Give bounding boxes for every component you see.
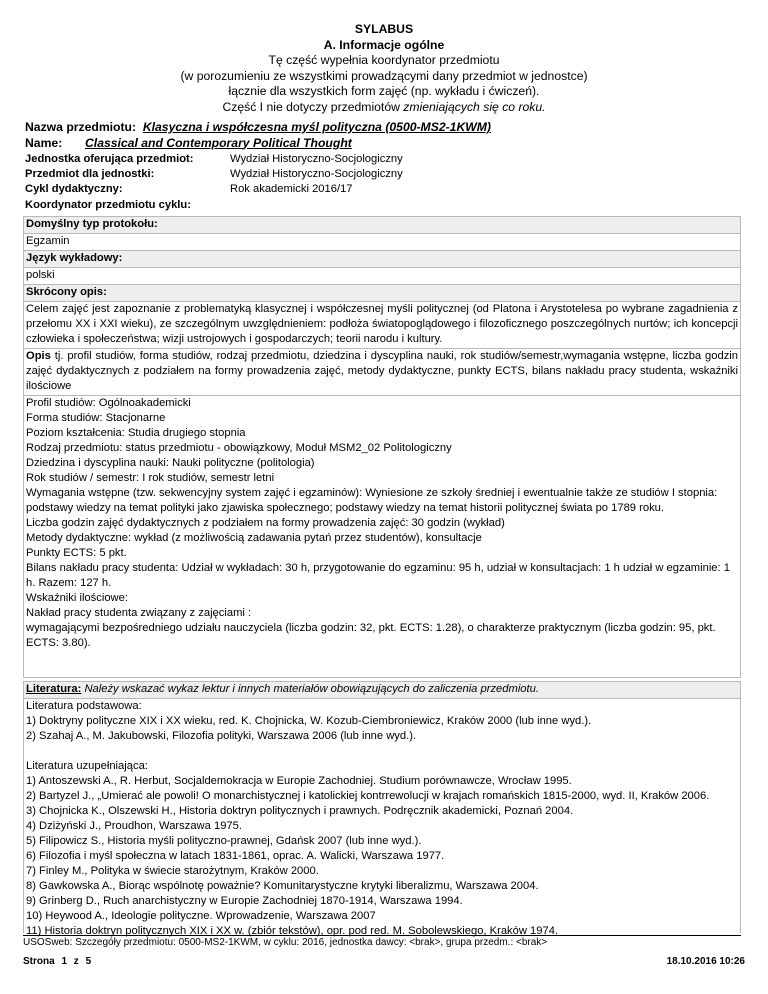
subject-name-en-label: Name: (25, 135, 63, 150)
literature-item: 2) Szahaj A., M. Jakubowski, Filozofia polityki, Warszawa 2006 (lub inne wyd.). (26, 730, 417, 742)
desc-line: Rodzaj przedmiotu: status przedmiotu - obowiązkowy, Moduł MSM2_02 Politologiczny (26, 442, 452, 454)
desc-line: Nakład pracy studenta związany z zajęciami : (26, 607, 252, 619)
subject-name-value: Klasyczna i współczesna myśl polityczna (0500-MS2-1KWM) (142, 120, 491, 134)
header-line-1: Tę część wypełnia koordynator przedmiotu (268, 53, 500, 67)
subject-name-row (25, 120, 491, 136)
desc-line: Liczba godzin zajęć dydaktycznych z podziałem na formy prowadzenia zajęć: 30 godzin (wykład) (26, 517, 505, 529)
language-label: Język wykładowy: (24, 250, 740, 267)
desc-line: Forma studiów: Stacjonarne (26, 412, 166, 424)
protocol-label: Domyślny typ protokołu: (24, 217, 740, 233)
subject-name-label: Nazwa przedmiotu: (25, 120, 137, 134)
meta-row: Cykl dydaktyczny: Rok akademicki 2016/17 (25, 183, 353, 196)
meta-row: Przedmiot dla jednostki: Wydział Historyczno-Socjologiczny (25, 168, 403, 181)
literature-item: 1) Antoszewski A., R. Herbut, Socjaldemokracja w Europie Zachodniej. Studium porównawcze, Wrocław 1995. (26, 775, 572, 787)
subject-meta-table (25, 152, 403, 213)
desc-details (24, 395, 740, 652)
literature-box (23, 681, 741, 937)
subject-name-en-value: Classical and Contemporary Political Thought (85, 135, 352, 150)
desc-line: wymagającymi bezpośredniego udziału nauczyciela (liczba godzin: 32, pkt. ECTS: 1.28), o charakterze praktycznym (liczba godzin: 95, pkt. ECTS: 3.80). (26, 622, 716, 649)
meta-row: Jednostka oferująca przedmiot: Wydział Historyczno-Socjologiczny (25, 153, 403, 165)
literature-heading: Literatura: Należy wskazać wykaz lektur i innych materiałów obowiązujących do zaliczenia przedmiotu. (24, 682, 740, 698)
document-header (0, 22, 768, 115)
header-line-4: Część I nie dotyczy przedmiotów zmieniających się co roku. (222, 99, 546, 114)
subject-name-en-row (25, 136, 491, 152)
literature-item: 6) Filozofia i myśl społeczna w latach 1831-1861, oprac. A. Walicki, Warszawa 1977. (26, 850, 445, 862)
literature-item: 8) Gawkowska A., Biorąc wspólnotę poważnie? Komunitarystyczne krytyki liberalizmu, Warszawa 2004. (26, 880, 539, 892)
literature-item: 5) Filipowicz S., Historia myśli polityczno-prawnej, Gdańsk 2007 (lub inne wyd.). (26, 835, 422, 847)
footer-source: USOSweb: Szczegóły przedmiotu: 0500-MS2-1KWM, w cyklu: 2016, jednostka dawcy: <brak>, grupa przedm.: <brak> (23, 937, 548, 948)
header-line-2: (w porozumieniu ze wszystkimi prowadzącymi dany przedmiot w jednostce) (180, 68, 588, 83)
short-desc-label: Skrócony opis: (24, 284, 740, 301)
header-line-3: łącznie dla wszystkich form zajęć (np. wykładu i ćwiczeń). (228, 84, 540, 98)
language-value: polski (24, 267, 740, 284)
literature-item: 11) Historia doktryn politycznych XIX i XX w. (zbiór tekstów), opr. pod red. M. Sobolewskiego, Kraków 1974. (26, 925, 559, 937)
desc-line: Wymagania wstępne (tzw. sekwencyjny system zajęć i egzaminów): Wyniesione ze szkoły średniej i ewentualnie także ze studiów I stopnia: podstawy wiedzy na temat polityki jako zjawiska społecznego; podstawy wiedzy na temat historii politycznej świata po 1789 roku. (26, 487, 718, 514)
desc-heading: Opis tj. profil studiów, forma studiów, rodzaj przedmiotu, dziedzina i dyscyplina nauki, rok studiów/semestr,wymagania wstępne, liczba godzin zajęć dydaktycznych z podziałem na formy prowadzenia zajęć, metody dydaktyczne, punkty ECTS, bilans nakładu pracy studenta, wskaźniki ilościowe (24, 348, 740, 395)
footer-divider (23, 935, 741, 936)
desc-line: Rok studiów / semestr: I rok studiów, semestr letni (26, 472, 275, 484)
literature-item: 9) Grinberg D., Ruch anarchistyczny w Europie Zachodniej 1870-1914, Warszawa 1994. (26, 895, 463, 907)
description-box (23, 216, 741, 678)
print-date: 18.10.2016 10:26 (666, 956, 745, 967)
desc-line: Punkty ECTS: 5 pkt. (26, 547, 127, 559)
subject-name-block (25, 120, 491, 151)
protocol-value: Egzamin (24, 233, 740, 250)
desc-line: Dziedzina i dyscyplina nauki: Nauki polityczne (politologia) (26, 457, 315, 469)
basic-literature-title: Literatura podstawowa: (26, 700, 142, 712)
desc-line: Wskaźniki ilościowe: (26, 592, 128, 604)
literature-list (24, 698, 740, 940)
section-title: A. Informacje ogólne (323, 37, 445, 52)
literature-item: 10) Heywood A., Ideologie polityczne. Wprowadzenie, Warszawa 2007 (26, 910, 376, 922)
extra-literature-title: Literatura uzupełniająca: (26, 760, 148, 772)
desc-line: Poziom kształcenia: Studia drugiego stopnia (26, 427, 246, 439)
desc-line: Profil studiów: Ogólnoakademicki (26, 397, 191, 409)
desc-line: Metody dydaktyczne: wykład (z możliwością zadawania pytań przez studentów), konsultacje (26, 532, 482, 544)
doc-title: SYLABUS (354, 22, 414, 36)
short-desc-text: Celem zajęć jest zapoznanie z problematyką klasycznej i współczesnej myśli politycznej (od Platona i Arystotelesa po wybrane zagadnienia z przełomu XX i XXI wieku), ze szczególnym uwzględnieniem: podłoża światopoglądowego i filozoficznego poszczególnych nurtów; ich koncepcji człowieka i społeczeństwa; wizji ustrojowych i gospodarczych; teorii narodu i kultury. (24, 301, 740, 348)
literature-item: 2) Bartyzel J., „Umierać ale powoli! O monarchistycznej i katolickiej kontrrewolucji w krajach romańskich 1815-2000, wyd. II, Kraków 2006. (26, 790, 710, 802)
page-number: Strona 1 z 5 (23, 956, 92, 967)
desc-line: Bilans nakładu pracy studenta: Udział w wykładach: 30 h, przygotowanie do egzaminu: 95 h, udział w konsultacjach: 1 h udział w egzaminie: 1 h. Razem: 127 h. (26, 562, 730, 589)
meta-row: Koordynator przedmiotu cyklu: (25, 198, 191, 211)
literature-item: 1) Doktryny polityczne XIX i XX wieku, red. K. Chojnicka, W. Kozub-Ciembroniewicz, Kraków 2000 (lub inne wyd.). (26, 715, 592, 727)
literature-item: 7) Finley M., Polityka w świecie starożytnym, Kraków 2000. (26, 865, 319, 877)
literature-item: 4) Dziżyński J., Proudhon, Warszawa 1975. (26, 820, 242, 832)
literature-item: 3) Chojnicka K., Olszewski H., Historia doktryn politycznych i prawnych. Podręcznik akademicki, Poznań 2004. (26, 805, 574, 817)
